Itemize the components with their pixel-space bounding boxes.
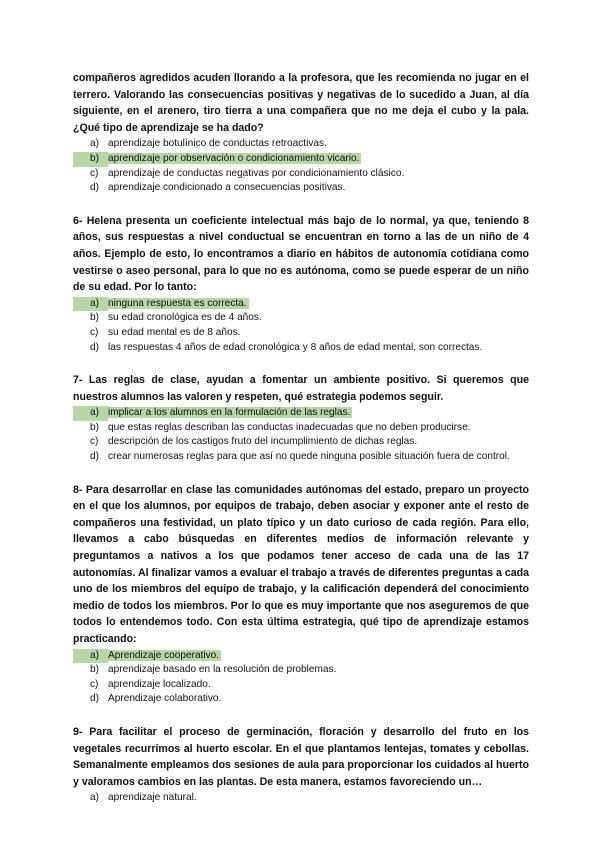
option-d <box>73 450 529 465</box>
option-a <box>73 137 529 152</box>
document-page <box>73 70 529 823</box>
option-text: las respuestas 4 años de edad cronológica y 8 años de edad mental, son correctas. <box>108 341 483 353</box>
option-text: aprendizaje de conductas negativas por condicionamiento clásico. <box>108 167 405 179</box>
options-list <box>73 406 529 464</box>
option-letter: a) <box>90 792 99 804</box>
option-text: que estas reglas describan las conductas inadecuadas que no deben producirse. <box>108 421 471 433</box>
question-7-block <box>73 372 529 465</box>
options-list <box>73 297 529 355</box>
option-text: aprendizaje condicionado a consecuencias positivas. <box>108 182 346 194</box>
option-letter: d) <box>90 182 99 194</box>
option-letter: b) <box>73 152 108 167</box>
question-text: 7- Las reglas de clase, ayudan a fomentar un ambiente positivo. Si queremos que nuestros alumnos las valoren y respeten, qué estrategia podemos seguir. <box>73 374 529 403</box>
option-c <box>73 326 529 341</box>
option-c <box>73 167 529 182</box>
option-b <box>73 663 529 678</box>
option-a-highlighted <box>73 406 529 421</box>
option-a-highlighted <box>73 297 529 312</box>
options-list <box>73 649 529 707</box>
question-text: 9- Para facilitar el proceso de germinación, floración y desarrollo del fruto en los vegetales recurrimos al huerto escolar. En el que plantamos lentejas, tomates y cebollas. Semanalmente empleamos dos sesiones de aula para proporcionar los cuidados al huerto y valoramos cambios en las plantas. De esta manera, estamos favoreciendo un… <box>73 725 529 788</box>
option-text: aprendizaje basado en la resolución de problemas. <box>108 664 337 676</box>
option-text: ninguna respuesta es correcta. <box>108 297 247 309</box>
option-a-highlighted <box>73 649 529 664</box>
option-text: crear numerosas reglas para que así no quede ninguna posible situación fuera de control. <box>108 451 510 463</box>
question-text: 6- Helena presenta un coeficiente intelectual más bajo de lo normal, ya que, teniendo 8 años, sus respuestas a nivel conductual se encuentran en torno a las de un niño de 4 años. Ejemplo de esto, lo encontramos a diario en hábitos de autonomía cotidiana como vestirse o aseo personal, para lo que no es autónoma, como se puede esperar de un niño de su edad. Por lo tanto: <box>73 214 529 294</box>
options-list <box>73 137 529 195</box>
option-letter: c) <box>90 167 99 179</box>
option-text: aprendizaje localizado. <box>108 678 211 690</box>
option-b <box>73 421 529 436</box>
option-letter: b) <box>90 664 99 676</box>
option-text: Aprendizaje cooperativo. <box>108 649 220 661</box>
option-letter: a) <box>73 406 108 421</box>
option-letter: a) <box>90 138 99 150</box>
option-text: aprendizaje natural. <box>108 792 197 804</box>
option-d <box>73 341 529 356</box>
option-letter: a) <box>73 297 108 312</box>
option-letter: d) <box>90 341 99 353</box>
option-letter: b) <box>90 312 99 324</box>
option-text: Aprendizaje colaborativo. <box>108 693 222 705</box>
question-9-block <box>73 724 529 806</box>
question-8-block <box>73 482 529 707</box>
option-b-highlighted <box>73 152 529 167</box>
option-text: su edad cronológica es de 4 años. <box>108 312 262 324</box>
question-text: 8- Para desarrollar en clase las comunidades autónomas del estado, preparo un proyecto en el que los alumnos, por equipos de trabajo, deben asociar y exponer ante el resto de compañeros una festividad, un plato típico y un dato curioso de cada región. Para ello, llevamos a cabo búsquedas en diferentes medios de información relevante y preguntamos a nativos a los que podamos tener acceso de cada una de las 17 autonomías. Al finalizar vamos a evaluar el trabajo a través de diferentes preguntas a cada uno de los miembros del equipo de trabajo, y la calificación dependerá del conocimiento medio de todos los miembros. Por lo que es muy importante que nos aseguremos de que todos lo entendemos todo. Con esta última estrategia, qué tipo de aprendizaje estamos practicando: <box>73 483 529 645</box>
option-letter: b) <box>90 421 99 433</box>
option-d <box>73 181 529 196</box>
option-d <box>73 692 529 707</box>
option-letter: c) <box>90 678 99 690</box>
option-letter: d) <box>90 451 99 463</box>
option-text: aprendizaje por observación o condicionamiento vicario. <box>108 152 360 164</box>
option-a <box>73 791 529 806</box>
option-letter: a) <box>73 649 108 664</box>
option-letter: c) <box>90 326 99 338</box>
option-text: descripción de los castigos fruto del incumplimiento de dichas reglas. <box>108 436 418 448</box>
option-text: implicar a los alumnos en la formulación de las reglas. <box>108 407 351 419</box>
question-text: compañeros agredidos acuden llorando a la profesora, que les recomienda no jugar en el terrero. Valorando las consecuencias positivas y negativas de lo sucedido a Juan, al día siguiente, en el arenero, tiro tierra a una compañera que no me deja el cubo y la pala. ¿Qué tipo de aprendizaje se ha dado? <box>73 72 529 134</box>
question-5-block <box>73 70 529 196</box>
option-c <box>73 435 529 450</box>
options-list <box>73 791 529 806</box>
option-b <box>73 311 529 326</box>
option-letter: d) <box>90 693 99 705</box>
option-letter: c) <box>90 436 99 448</box>
option-text: aprendizaje botulínico de conductas retroactivas. <box>108 138 327 150</box>
option-text: su edad mental es de 8 años. <box>108 326 241 338</box>
question-6-block <box>73 213 529 355</box>
option-c <box>73 678 529 693</box>
